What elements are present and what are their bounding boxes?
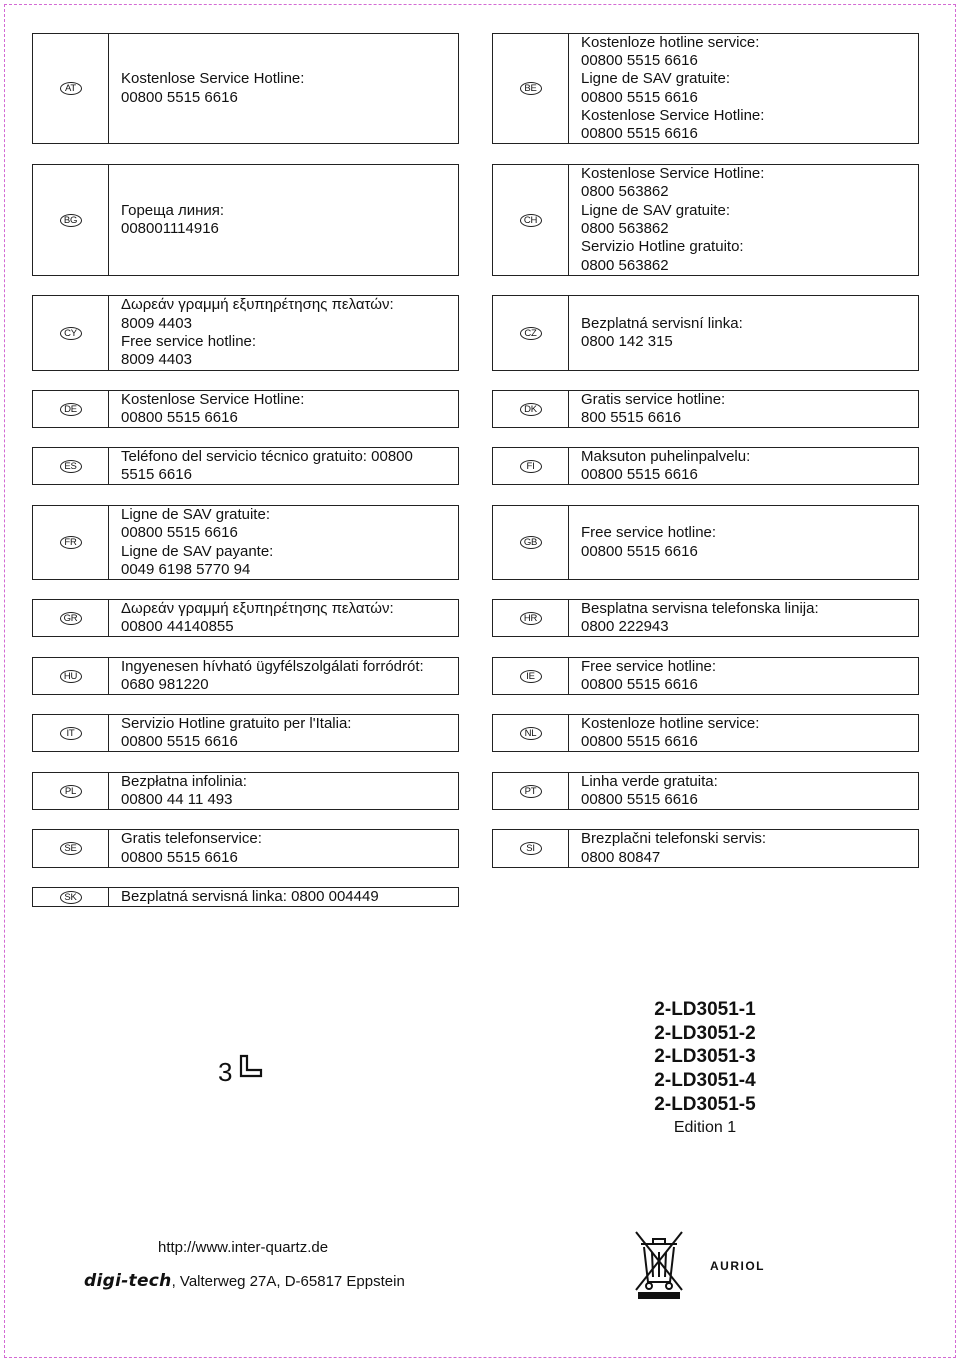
country-badge: IT [60, 727, 82, 740]
country-badge: SE [60, 842, 82, 855]
hotline-text: Free service hotline: 00800 5515 6616 [581, 524, 717, 560]
hotline-box-es [32, 447, 459, 485]
hotline-box-fi [492, 447, 919, 485]
hotline-text: Kostenlose Service Hotline: 0800 563862 Ligne de SAV gratuite: 0800 563862 Servizio Hotline gratuito: 0800 563862 [581, 165, 765, 274]
country-badge: HU [60, 670, 82, 683]
website-url: http://www.inter-quartz.de [158, 1239, 329, 1256]
hotline-text: Brezplačni telefonski servis: 0800 80847 [581, 830, 767, 866]
hotline-box-be [492, 33, 919, 144]
hotline-text: Linha verde gratuita: 00800 5515 6616 [581, 772, 718, 808]
hotline-box-it [32, 714, 459, 752]
hotline-text: Free service hotline: 00800 5515 6616 [581, 657, 717, 693]
hotline-text: Besplatna servisna telefonska linija: 0800 222943 [581, 599, 819, 635]
country-badge: SI [520, 842, 542, 855]
hotline-text: Ingyenesen hívható ügyfélszolgálati forródrót: 0680 981220 [121, 657, 424, 693]
country-badge: BG [60, 214, 82, 227]
country-badge: ES [60, 460, 82, 473]
auriol-logo: AURIOL [710, 1259, 765, 1273]
hotline-text: Kostenloze hotline service: 00800 5515 6616 Ligne de SAV gratuite: 00800 5515 6616 Kostenlose Service Hotline: 00800 5515 6616 [581, 33, 765, 143]
hotline-box-pl [32, 772, 459, 810]
country-badge: CZ [520, 327, 542, 340]
hotline-text: Teléfono del servicio técnico gratuito: 00800 5515 6616 [121, 447, 413, 483]
hotline-text: Gratis telefonservice: 00800 5515 6616 [121, 830, 262, 866]
hotline-box-gb [492, 505, 919, 580]
country-badge: CH [520, 214, 542, 227]
hotline-box-ie [492, 657, 919, 695]
country-badge: SK [60, 891, 82, 904]
brand-logo: digi-tech [84, 1271, 172, 1291]
hotline-box-bg [32, 164, 459, 276]
model-number: 2-LD3051-1 [654, 999, 756, 1020]
page-number [218, 1054, 264, 1085]
address-text: , Valterweg 27A, D-65817 Eppstein [171, 1273, 405, 1290]
hotline-box-cy [32, 295, 459, 371]
country-badge: IE [520, 670, 542, 683]
country-badge: AT [60, 82, 82, 95]
model-number: 2-LD3051-5 [654, 1093, 756, 1115]
hotline-box-at [32, 33, 459, 144]
hotline-box-sk [32, 887, 459, 907]
company-address [84, 1271, 405, 1291]
page-number-text: 3 [218, 1057, 233, 1087]
hotline-box-hu [32, 657, 459, 695]
hotline-text: Gratis service hotline: 800 5515 6616 [581, 390, 726, 426]
hotline-text: Bezplatná servisní linka: 0800 142 315 [581, 314, 743, 350]
edition-label: Edition 1 [673, 1118, 737, 1136]
hotline-box-fr [32, 505, 459, 580]
hotline-box-nl [492, 714, 919, 752]
hotline-text: Гореща линия: 008001114916 [121, 201, 225, 237]
crossed-out-wheelie-bin-icon [634, 1228, 684, 1307]
hotline-text: Δωρεάν γραμμή εξυπηρέτησης πελατών: 00800 44140855 [121, 599, 394, 635]
hotline-text: Servizio Hotline gratuito per l'Italia: 00800 5515 6616 [121, 714, 352, 750]
country-badge: FI [520, 460, 542, 473]
hotline-box-si [492, 829, 919, 868]
hotline-text: Kostenlose Service Hotline: 00800 5515 6616 [121, 390, 305, 426]
hotline-text: Ligne de SAV gratuite: 00800 5515 6616 Ligne de SAV payante: 0049 6198 5770 94 [121, 505, 274, 578]
hotline-box-dk [492, 390, 919, 428]
hotline-text: Kostenloze hotline service: 00800 5515 6616 [581, 714, 760, 750]
country-badge: NL [520, 727, 542, 740]
country-badge: BE [520, 82, 542, 95]
country-badge: CY [60, 327, 82, 340]
hotline-box-pt [492, 772, 919, 810]
country-badge: FR [60, 536, 82, 549]
hotline-box-se [32, 829, 459, 868]
hotline-text: Kostenlose Service Hotline: 00800 5515 6616 [121, 70, 305, 106]
country-badge: DK [520, 403, 542, 416]
hotline-text: Δωρεάν γραμμή εξυπηρέτησης πελατών: 8009 4403 Free service hotline: 8009 4403 [121, 296, 394, 369]
hotline-box-cz [492, 295, 919, 371]
country-badge: GB [520, 536, 542, 549]
hotline-text: Bezplatná servisná linka: 0800 004449 [121, 887, 379, 905]
country-badge: PT [520, 785, 542, 798]
hotline-box-ch [492, 164, 919, 276]
model-number: 2-LD3051-3 [654, 1046, 756, 1068]
country-badge: HR [520, 612, 542, 625]
country-badge: DE [60, 403, 82, 416]
hotline-text: Maksuton puhelinpalvelu: 00800 5515 6616 [581, 447, 751, 483]
model-number: 2-LD3051-4 [654, 1070, 756, 1092]
hotline-box-de [32, 390, 459, 428]
country-badge: PL [60, 785, 82, 798]
page-corner-icon [238, 1054, 264, 1085]
hotline-box-hr [492, 599, 919, 637]
hotline-box-gr [32, 599, 459, 637]
model-list [600, 998, 810, 1138]
model-number: 2-LD3051-2 [654, 1022, 756, 1044]
hotline-text: Bezpłatna infolinia: 00800 44 11 493 [121, 772, 247, 808]
country-badge: GR [60, 612, 82, 625]
